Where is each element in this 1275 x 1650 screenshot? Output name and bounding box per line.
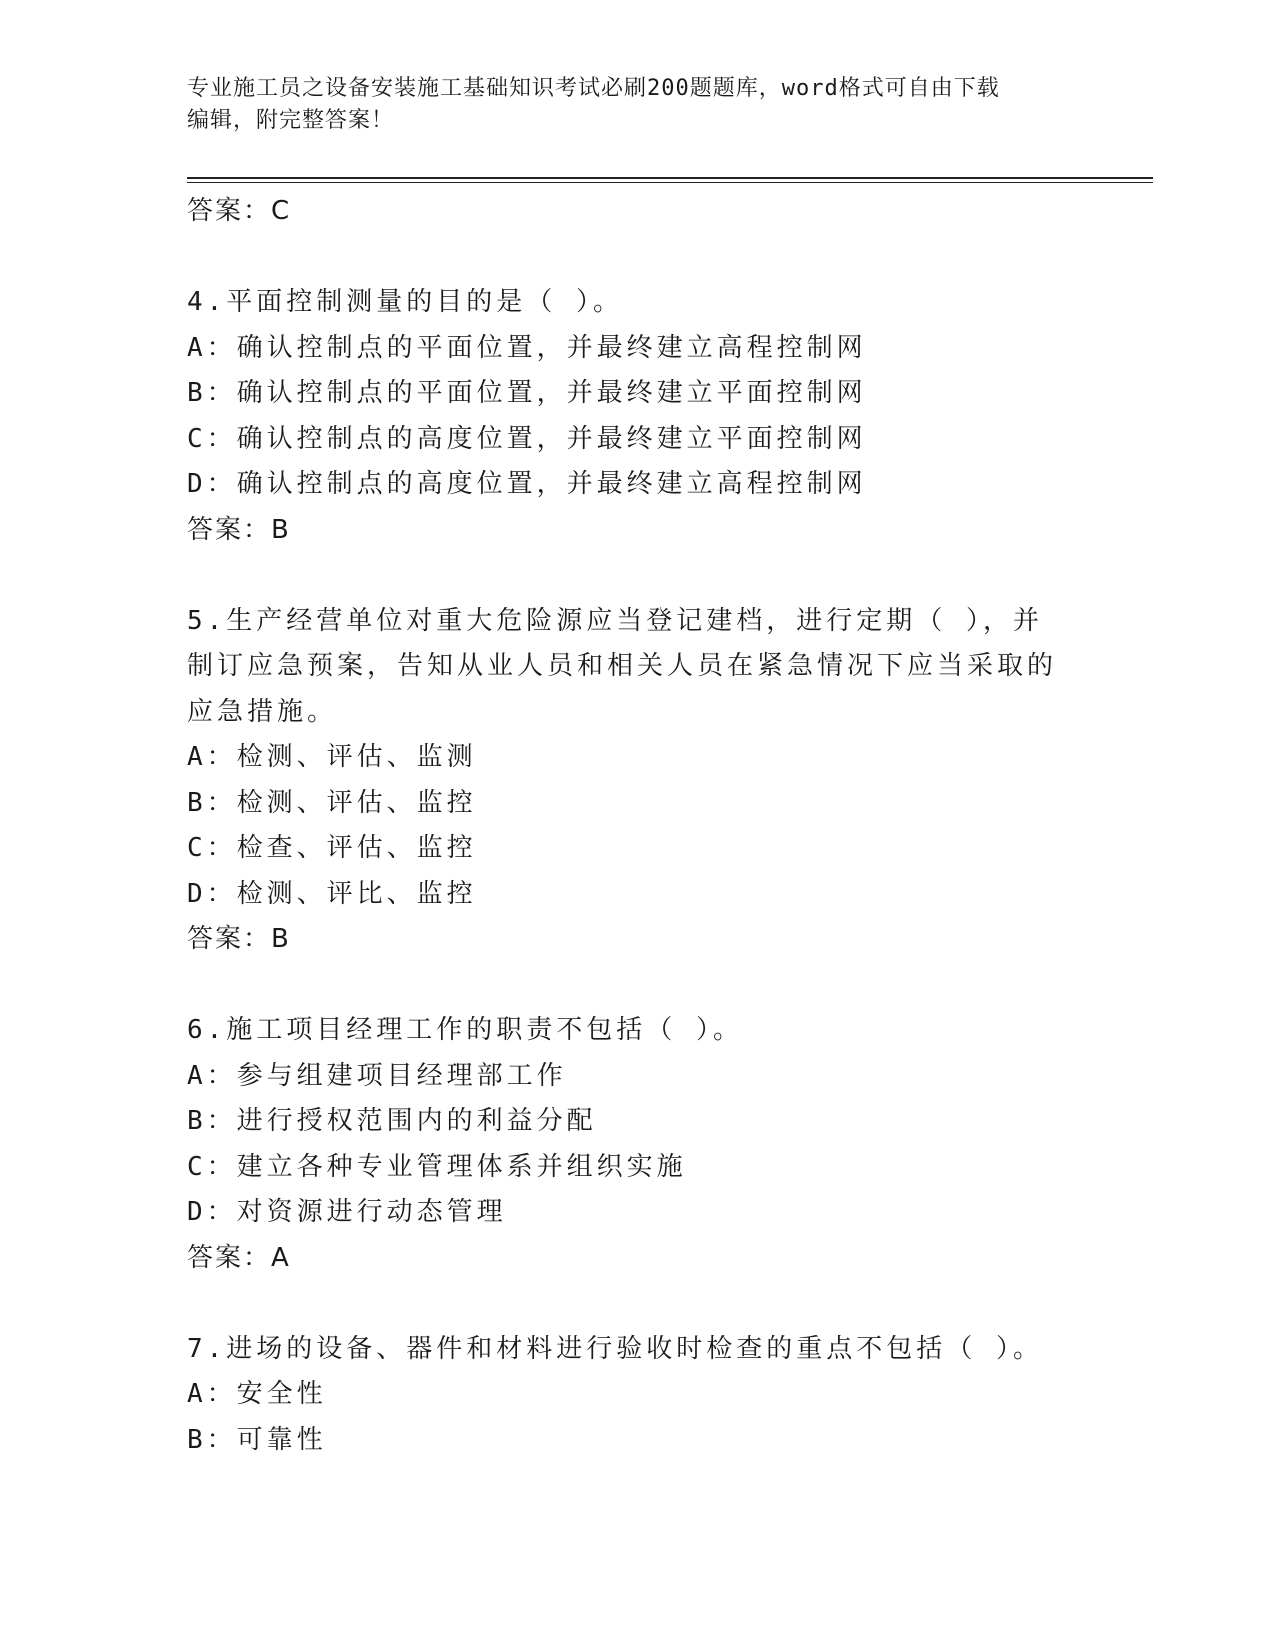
option-d: D：检测、评比、监控 — [187, 878, 477, 909]
option-a: A：安全性 — [187, 1379, 327, 1409]
header-line-1: 专业施工员之设备安装施工基础知识考试必刷200题题库，word格式可自由下载 — [187, 76, 1000, 101]
question-list — [187, 188, 1087, 1463]
previous-answer: 答案：C — [187, 196, 292, 226]
option-b: B：检测、评估、监控 — [187, 787, 477, 818]
spacer — [187, 962, 1087, 1008]
option-d: D：确认控制点的高度位置，并最终建立高程控制网 — [187, 469, 867, 499]
option-c: C：确认控制点的高度位置，并最终建立平面控制网 — [187, 423, 867, 454]
question-block-7 — [187, 1327, 1087, 1464]
answer: 答案：B — [187, 514, 291, 545]
option-c: C：检查、评估、监控 — [187, 833, 477, 863]
header-rule-thin — [187, 182, 1153, 183]
option-a: A：参与组建项目经理部工作 — [187, 1060, 567, 1091]
option-b: B：确认控制点的平面位置，并最终建立平面控制网 — [187, 378, 867, 408]
option-a: A：确认控制点的平面位置，并最终建立高程控制网 — [187, 332, 867, 363]
question-text: 6.施工项目经理工作的职责不包括（ ）。 — [187, 1015, 743, 1045]
question-text: 7.进场的设备、器件和材料进行验收时检查的重点不包括（ ）。 — [187, 1333, 1043, 1364]
question-block-4 — [187, 280, 1087, 553]
spacer — [187, 553, 1087, 599]
document-header — [187, 73, 1087, 137]
question-text: 4.平面控制测量的目的是（ ）。 — [187, 287, 623, 317]
question-text: 5.生产经营单位对重大危险源应当登记建档，进行定期（ ），并制订应急预案，告知从业人员和相关人员在紧急情况下应当采取的应急措施。 — [187, 605, 1058, 727]
option-d: D：对资源进行动态管理 — [187, 1197, 507, 1227]
option-b: B：可靠性 — [187, 1424, 327, 1455]
question-block-5 — [187, 599, 1087, 963]
spacer — [187, 234, 1087, 280]
header-line-2: 编辑，附完整答案！ — [187, 108, 395, 133]
header-rule-thick — [187, 177, 1153, 179]
spacer — [187, 1281, 1087, 1327]
answer: 答案：B — [187, 924, 291, 954]
option-a: A：检测、评估、监测 — [187, 742, 477, 772]
option-b: B：进行授权范围内的利益分配 — [187, 1106, 597, 1136]
option-c: C：建立各种专业管理体系并组织实施 — [187, 1151, 687, 1182]
answer: 答案：A — [187, 1242, 291, 1273]
question-block-6 — [187, 1008, 1087, 1281]
